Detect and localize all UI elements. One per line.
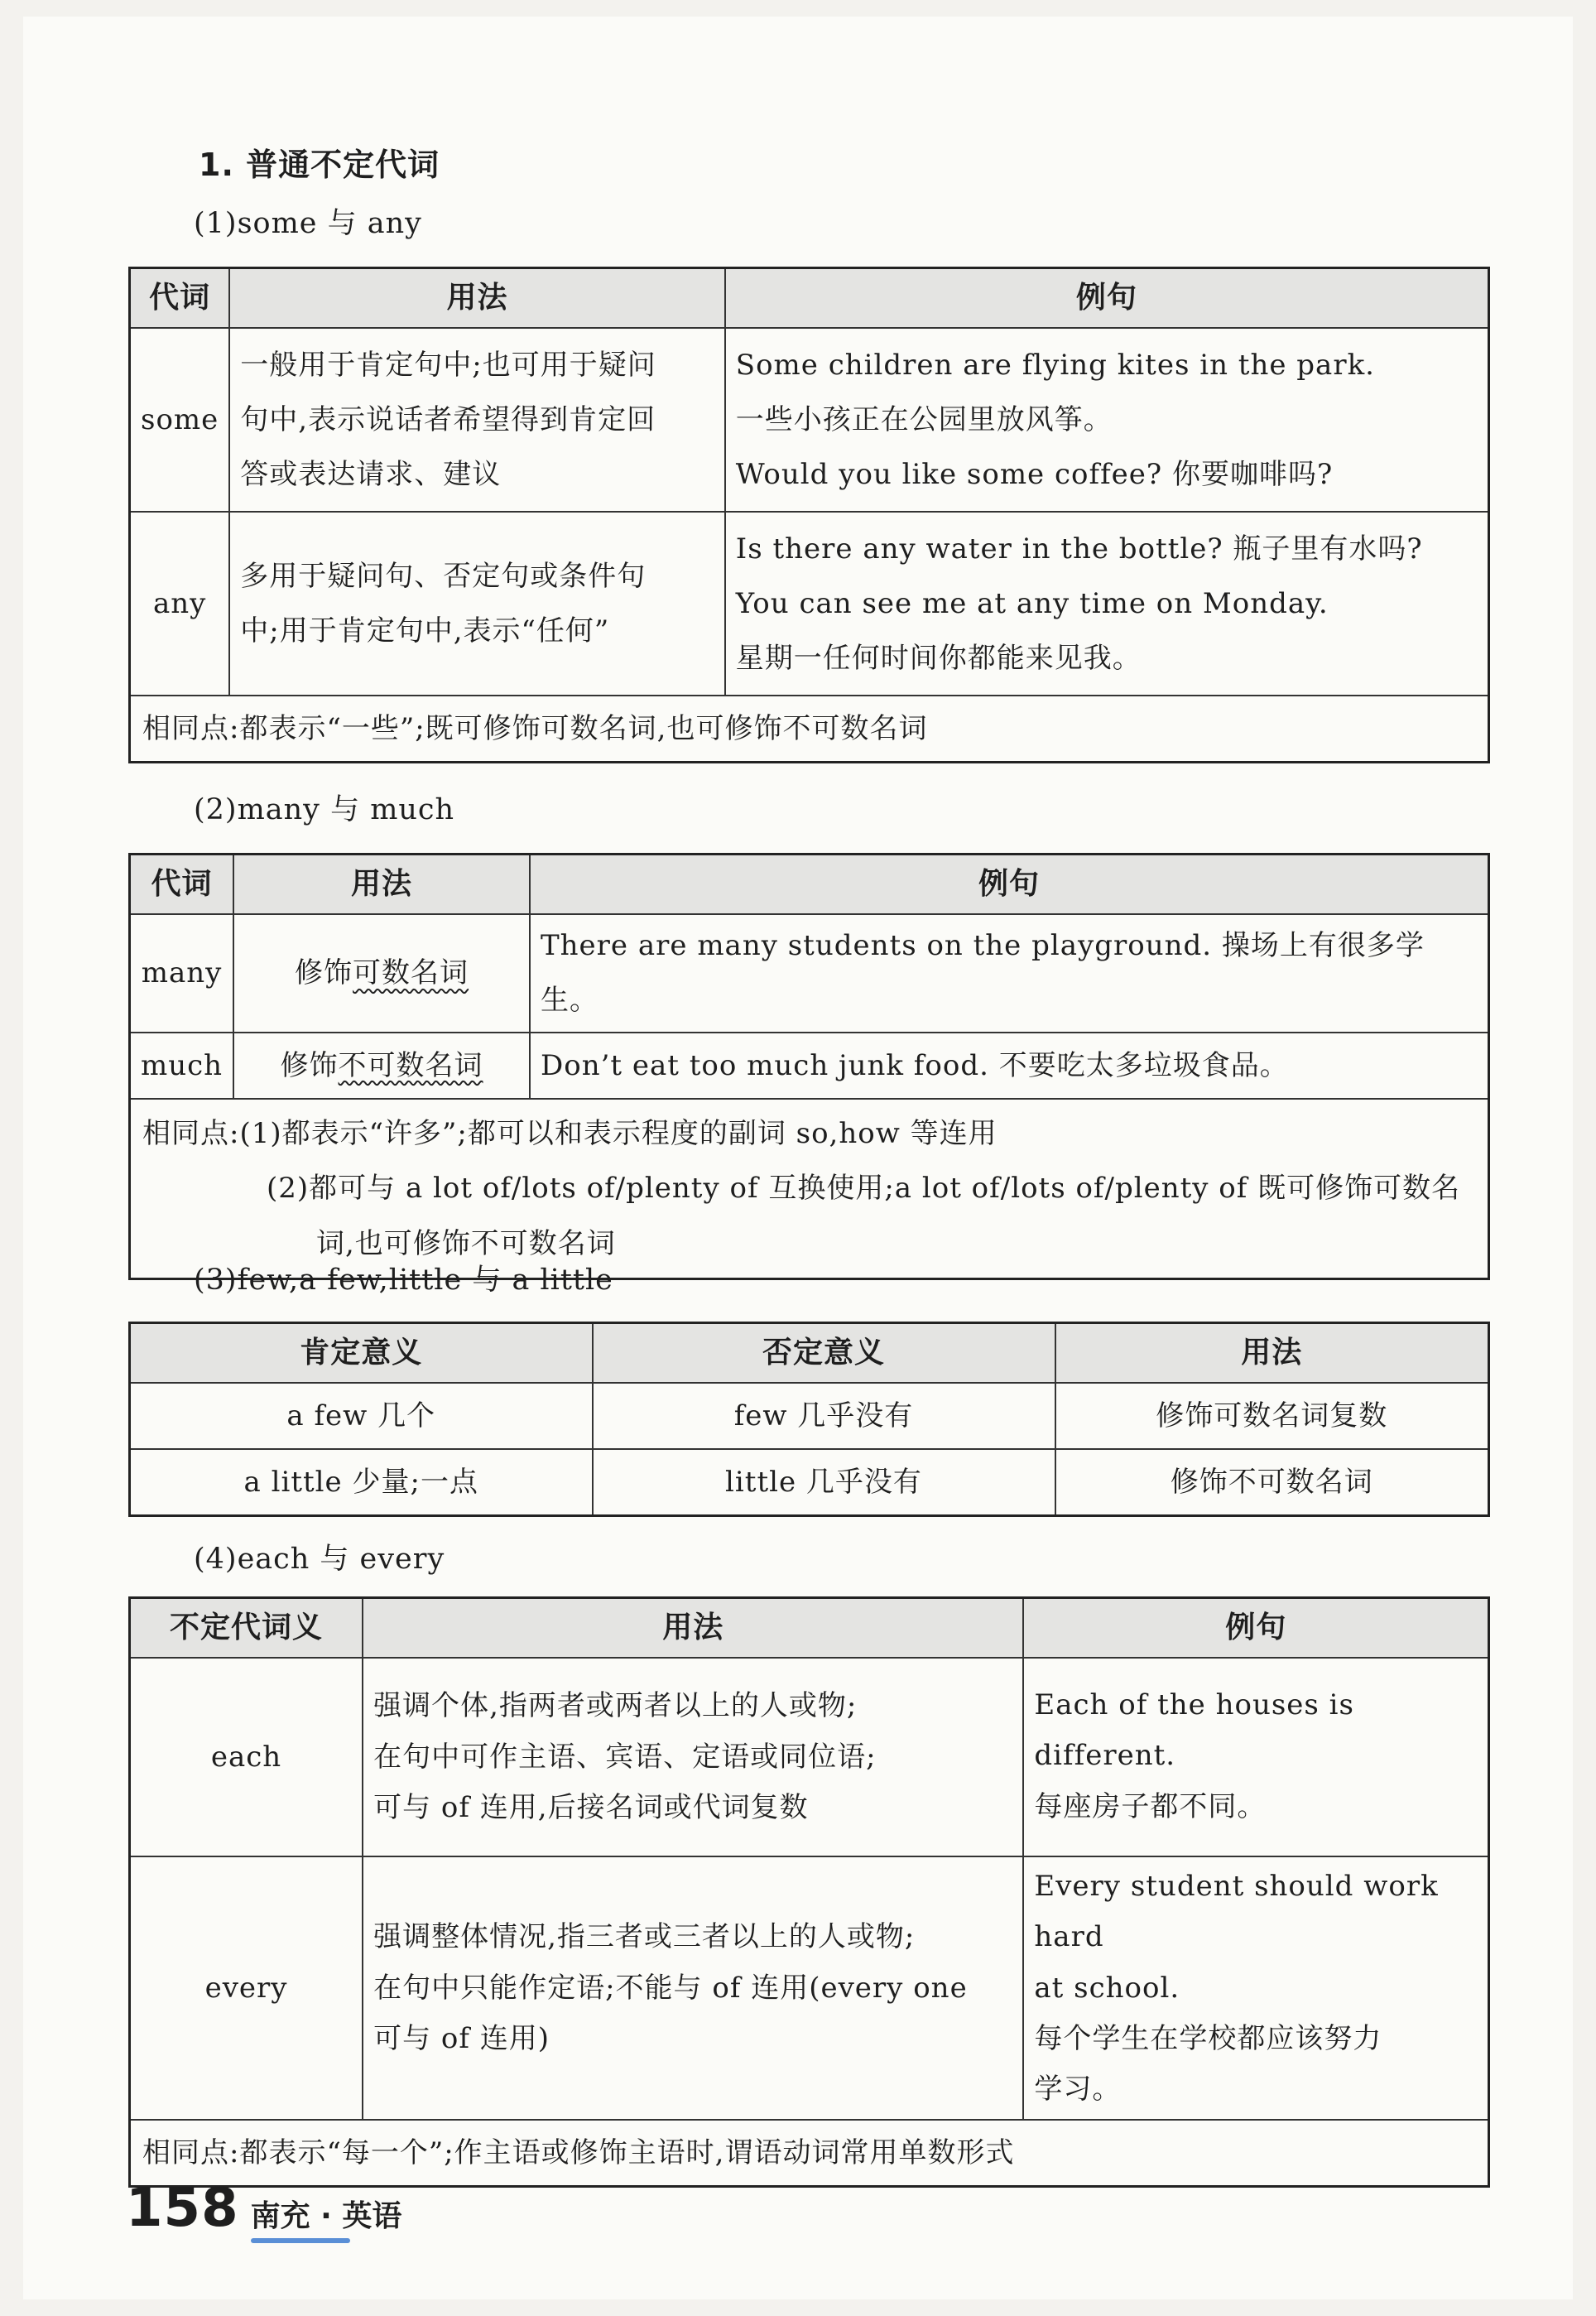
header-pronoun-meaning: 不定代词义 bbox=[130, 1598, 363, 1659]
header-pronoun: 代词 bbox=[130, 855, 234, 915]
page-footer bbox=[126, 2178, 401, 2239]
common-point-note bbox=[130, 1099, 1489, 1279]
example-line: 学习。 bbox=[1034, 2072, 1122, 2106]
table-row-much bbox=[130, 1033, 1489, 1099]
subsection-title-some-any: (1)some 与 any bbox=[194, 207, 422, 240]
negative-cell: little 几乎没有 bbox=[593, 1449, 1055, 1515]
usage-cell bbox=[363, 1856, 1023, 2120]
table-row bbox=[130, 1449, 1489, 1515]
example-line: Some children are flying kites in the park. bbox=[735, 348, 1375, 382]
example-line: at school. bbox=[1034, 1971, 1180, 2005]
example-line: Every student should work hard bbox=[1034, 1870, 1439, 1954]
usage-line: 可与 of 连用,后接名词或代词复数 bbox=[373, 1790, 809, 1824]
table-some-any bbox=[128, 267, 1490, 763]
usage-line: 多用于疑问句、否定句或条件句 bbox=[240, 559, 647, 593]
example-line: Each of the houses is different. bbox=[1034, 1688, 1355, 1773]
table-header-row bbox=[130, 1598, 1489, 1659]
word-cell: some bbox=[130, 328, 230, 512]
example-cell bbox=[725, 328, 1489, 512]
positive-cell: a few 几个 bbox=[130, 1383, 593, 1449]
usage-cell bbox=[229, 512, 725, 696]
example-line: Would you like some coffee? 你要咖啡吗? bbox=[735, 458, 1334, 492]
negative-cell: few 几乎没有 bbox=[593, 1383, 1055, 1449]
usage-line: 答或表达请求、建议 bbox=[240, 458, 502, 492]
example-line: 每个学生在学校都应该努力 bbox=[1034, 2021, 1382, 2055]
header-example: 例句 bbox=[530, 855, 1489, 915]
usage-line: 在句中可作主语、宾语、定语或同位语; bbox=[373, 1740, 877, 1774]
common-point-note: 相同点:都表示“每一个”;作主语或修饰主语时,谓语动词常用单数形式 bbox=[130, 2120, 1489, 2187]
header-usage: 用法 bbox=[1055, 1323, 1489, 1384]
table-row-every bbox=[130, 1856, 1489, 2120]
word-cell: any bbox=[130, 512, 230, 696]
table-each-every bbox=[128, 1596, 1490, 2188]
table-many-much bbox=[128, 853, 1490, 1280]
usage-cell bbox=[363, 1658, 1023, 1856]
example-line: 每座房子都不同。 bbox=[1034, 1789, 1267, 1823]
usage-cell bbox=[233, 914, 530, 1033]
usage-emphasis: 不可数名词 bbox=[338, 1048, 483, 1082]
subsection-title-each-every: (4)each 与 every bbox=[194, 1543, 445, 1576]
table-header-row bbox=[130, 268, 1489, 329]
table-few-little bbox=[128, 1322, 1490, 1517]
table-note-row bbox=[130, 696, 1489, 763]
table-note-row bbox=[130, 2120, 1489, 2187]
word-cell: much bbox=[130, 1033, 234, 1099]
header-pronoun: 代词 bbox=[130, 268, 230, 329]
usage-line: 可与 of 连用) bbox=[373, 2021, 550, 2055]
example-line: 星期一任何时间你都能来见我。 bbox=[735, 642, 1142, 676]
word-cell: many bbox=[130, 914, 234, 1033]
table-row-each bbox=[130, 1658, 1489, 1856]
example-cell: Don’t eat too much junk food. 不要吃太多垃圾食品。 bbox=[530, 1033, 1489, 1099]
common-point-note: 相同点:都表示“一些”;既可修饰可数名词,也可修饰不可数名词 bbox=[130, 696, 1489, 763]
usage-prefix: 修饰 bbox=[295, 956, 353, 990]
usage-line: 一般用于肯定句中;也可用于疑问 bbox=[240, 348, 656, 382]
table-row-many bbox=[130, 914, 1489, 1033]
table-row-some bbox=[130, 328, 1489, 512]
note-line: 词,也可修饰不可数名词 bbox=[316, 1226, 616, 1260]
word-cell: each bbox=[130, 1658, 363, 1856]
example-line: Is there any water in the bottle? 瓶子里有水吗? bbox=[735, 532, 1423, 566]
usage-line: 中;用于肯定句中,表示“任何” bbox=[240, 614, 610, 648]
note-line: 相同点:(1)都表示“许多”;都可以和表示程度的副词 so,how 等连用 bbox=[142, 1117, 997, 1151]
example-cell bbox=[1023, 1856, 1488, 2120]
note-line: (2)都可与 a lot of/lots of/plenty of 互换使用;a lot of/lots of/plenty of 既可修饰可数名 bbox=[267, 1172, 1461, 1206]
usage-line: 强调整体情况,指三者或三者以上的人或物; bbox=[373, 1920, 916, 1954]
usage-prefix: 修饰 bbox=[280, 1048, 339, 1082]
usage-emphasis: 可数名词 bbox=[353, 956, 469, 990]
example-cell bbox=[725, 512, 1489, 696]
subsection-title-many-much: (2)many 与 much bbox=[194, 793, 455, 826]
table-row bbox=[130, 1383, 1489, 1449]
table-header-row bbox=[130, 855, 1489, 915]
header-example: 例句 bbox=[725, 268, 1489, 329]
usage-line: 强调个体,指两者或两者以上的人或物; bbox=[373, 1689, 858, 1723]
header-negative: 否定意义 bbox=[593, 1323, 1055, 1384]
header-positive: 肯定意义 bbox=[130, 1323, 593, 1384]
usage-cell bbox=[229, 328, 725, 512]
example-cell: There are many students on the playground. 操场上有很多学生。 bbox=[530, 914, 1489, 1033]
book-title: 南充 · 英语 bbox=[251, 2193, 402, 2235]
table-row-any bbox=[130, 512, 1489, 696]
table-note-row bbox=[130, 1099, 1489, 1279]
word-cell: every bbox=[130, 1856, 363, 2120]
usage-cell: 修饰不可数名词 bbox=[1055, 1449, 1489, 1515]
positive-cell: a little 少量;一点 bbox=[130, 1449, 593, 1515]
subsection-title-few-little: (3)few,a few,little 与 a little bbox=[194, 1264, 613, 1297]
header-usage: 用法 bbox=[363, 1598, 1023, 1659]
usage-line: 在句中只能作定语;不能与 of 连用(every one bbox=[373, 1971, 968, 2005]
usage-cell bbox=[233, 1033, 530, 1099]
example-cell bbox=[1023, 1658, 1488, 1856]
table-header-row bbox=[130, 1323, 1489, 1384]
header-example: 例句 bbox=[1023, 1598, 1488, 1659]
section-heading: 1. 普通不定代词 bbox=[199, 147, 440, 183]
usage-cell: 修饰可数名词复数 bbox=[1055, 1383, 1489, 1449]
example-line: 一些小孩正在公园里放风筝。 bbox=[735, 403, 1113, 437]
usage-line: 句中,表示说话者希望得到肯定回 bbox=[240, 403, 656, 437]
example-line: You can see me at any time on Monday. bbox=[735, 587, 1329, 621]
header-usage: 用法 bbox=[233, 855, 530, 915]
page-number: 158 bbox=[126, 2178, 239, 2239]
header-usage: 用法 bbox=[229, 268, 725, 329]
